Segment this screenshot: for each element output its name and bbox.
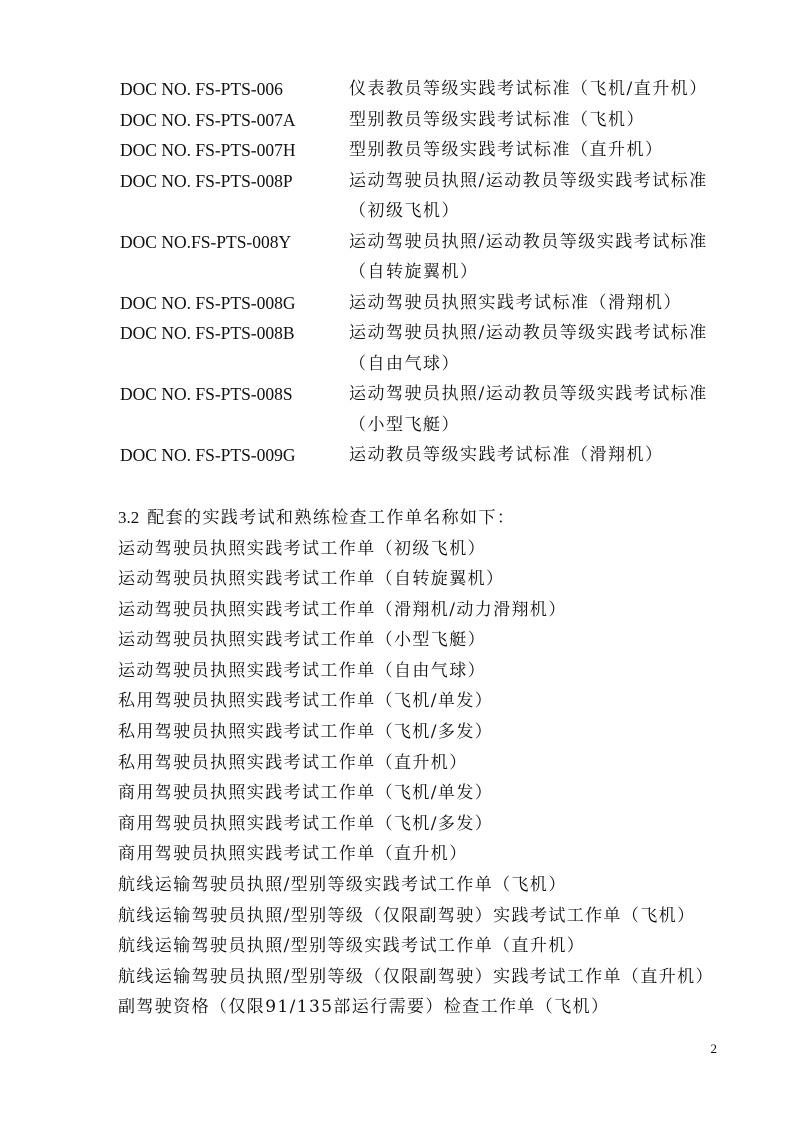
- document-row: [120, 379, 720, 440]
- worksheet-list: [118, 534, 758, 1024]
- page-number: 2: [710, 1041, 717, 1056]
- document-title: [349, 440, 720, 471]
- worksheet-item: 商用驾驶员执照实践考试工作单（直升机）: [118, 844, 468, 865]
- document-title-line: 运动驾驶员执照/运动教员等级实践考试标准: [349, 231, 708, 252]
- worksheet-item: 副驾驶资格（仅限91/135部运行需要）检查工作单（飞机）: [118, 997, 610, 1018]
- worksheet-section: [118, 503, 758, 1023]
- document-row: [120, 135, 720, 166]
- worksheet-item: 运动驾驶员执照实践考试工作单（小型飞艇）: [118, 630, 486, 651]
- worksheet-item: 航线运输驾驶员执照/型别等级实践考试工作单（直升机）: [118, 936, 586, 957]
- document-number: DOC NO. FS-PTS-008P: [120, 170, 293, 191]
- document-title: [349, 105, 720, 136]
- document-title-line: 运动驾驶员执照/运动教员等级实践考试标准: [349, 384, 708, 404]
- worksheet-item: 航线运输驾驶员执照/型别等级（仅限副驾驶）实践考试工作单（飞机）: [118, 905, 696, 926]
- document-number: DOC NO.FS-PTS-008Y: [120, 231, 292, 252]
- document-row: [120, 74, 720, 105]
- document-row: [120, 105, 720, 136]
- document-title-line: （自转旋翼机）: [349, 262, 479, 282]
- standards-document-list: [120, 74, 720, 471]
- document-number: DOC NO. FS-PTS-006: [120, 79, 283, 99]
- worksheet-item: 商用驾驶员执照实践考试工作单（飞机/多发）: [118, 813, 494, 834]
- worksheet-item: 运动驾驶员执照实践考试工作单（自转旋翼机）: [118, 569, 505, 590]
- document-title-line: （自由气球）: [349, 353, 460, 374]
- document-title-line: 型别教员等级实践考试标准（飞机）: [349, 109, 645, 130]
- document-number: DOC NO. FS-PTS-008S: [120, 384, 293, 404]
- worksheet-item: 航线运输驾驶员执照/型别等级实践考试工作单（飞机）: [118, 875, 567, 896]
- document-row: [120, 166, 720, 227]
- document-number: DOC NO. FS-PTS-007H: [120, 140, 296, 160]
- section-heading-text: 配套的实践考试和熟练检查工作单名称如下：: [147, 508, 516, 528]
- section-heading: [118, 503, 758, 534]
- document-title-line: 运动驾驶员执照实践考试标准（滑翔机）: [349, 292, 682, 313]
- worksheet-item: 运动驾驶员执照实践考试工作单（初级飞机）: [118, 538, 486, 559]
- document-title: [349, 74, 720, 105]
- document-row: [120, 227, 720, 288]
- document-title-line: 运动教员等级实践考试标准（滑翔机）: [349, 445, 664, 465]
- worksheet-item: 航线运输驾驶员执照/型别等级（仅限副驾驶）实践考试工作单（直升机）: [118, 966, 714, 987]
- worksheet-item: 运动驾驶员执照实践考试工作单（滑翔机/动力滑翔机）: [118, 599, 567, 620]
- document-number: DOC NO. FS-PTS-007A: [120, 109, 296, 130]
- document-title-line: 仪表教员等级实践考试标准（飞机/直升机）: [349, 79, 708, 99]
- document-title: [349, 318, 720, 379]
- document-title-line: （初级飞机）: [349, 201, 460, 221]
- worksheet-item: 私用驾驶员执照实践考试工作单（飞机/单发）: [118, 691, 494, 712]
- worksheet-item: 商用驾驶员执照实践考试工作单（飞机/单发）: [118, 783, 494, 804]
- document-title-line: 运动驾驶员执照/运动教员等级实践考试标准: [349, 170, 708, 191]
- document-title: [349, 379, 720, 440]
- document-title: [349, 227, 720, 288]
- document-title: [349, 135, 720, 166]
- document-title: [349, 166, 720, 227]
- document-row: [120, 288, 720, 319]
- worksheet-item: 运动驾驶员执照实践考试工作单（自由气球）: [118, 660, 486, 681]
- document-number: DOC NO. FS-PTS-008G: [120, 292, 296, 313]
- section-number: 3.2: [118, 508, 140, 527]
- document-title-line: （小型飞艇）: [349, 414, 460, 435]
- document-row: [120, 440, 720, 471]
- document-number: DOC NO. FS-PTS-008B: [120, 323, 295, 343]
- document-title-line: 型别教员等级实践考试标准（直升机）: [349, 140, 664, 160]
- document-title-line: 运动驾驶员执照/运动教员等级实践考试标准: [349, 323, 708, 343]
- worksheet-item: 私用驾驶员执照实践考试工作单（直升机）: [118, 752, 468, 773]
- document-title: [349, 288, 720, 319]
- worksheet-item: 私用驾驶员执照实践考试工作单（飞机/多发）: [118, 722, 494, 743]
- document-row: [120, 318, 720, 379]
- document-number: DOC NO. FS-PTS-009G: [120, 445, 296, 465]
